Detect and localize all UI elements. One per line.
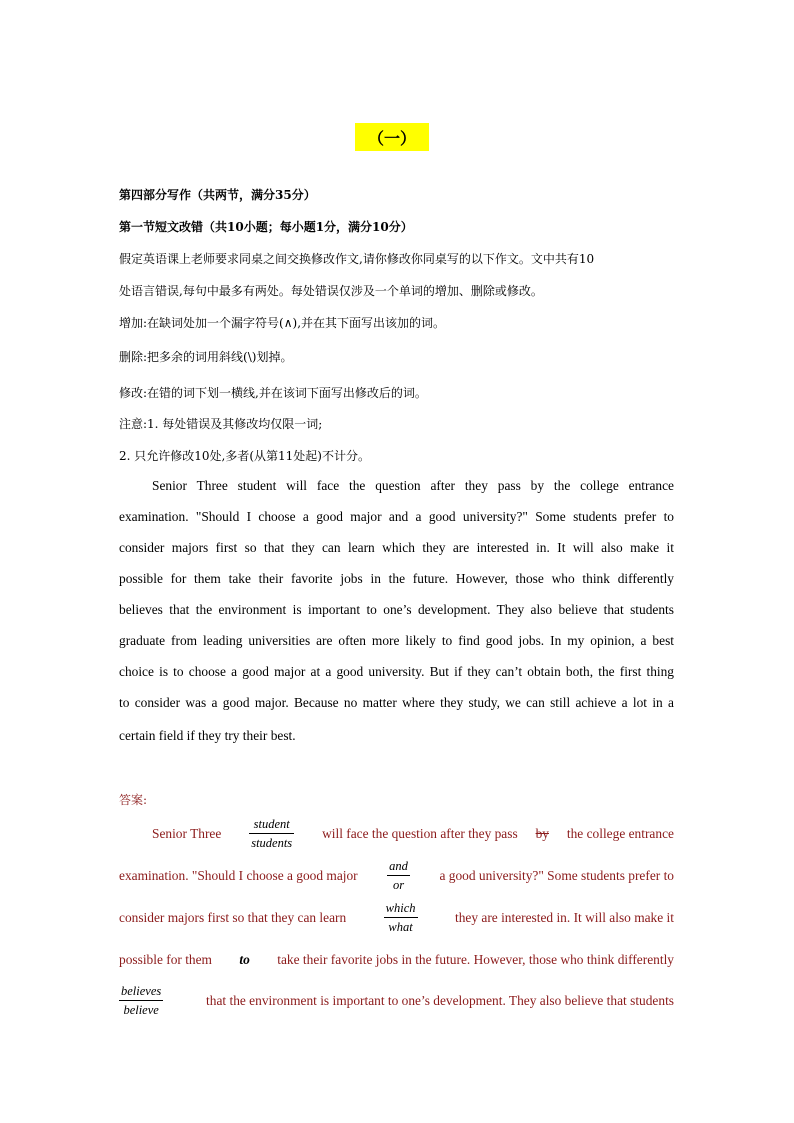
passage-line: Senior Three student will face the question after they pass by the college entrance (152, 478, 674, 493)
wrong-word: and (387, 857, 410, 876)
answer-text: that the environment is important to one’s development. They also believe that students (206, 992, 674, 1008)
corrected-word: believe (123, 1003, 159, 1017)
instruction-add: 增加:在缺词处加一个漏字符号(∧),并在其下面写出该加的词。 (119, 316, 446, 330)
passage-line: certain field if they try their best. (119, 728, 296, 743)
answer-text: examination. "Should I choose a good major (119, 867, 358, 883)
passage-line: believes that the environment is important to one’s development. They also believe that students (119, 602, 674, 617)
page-title: （一） (355, 123, 429, 151)
correction (387, 857, 410, 894)
correction (384, 899, 418, 936)
passage-line: possible for them take their favorite jobs in the future. However, those who think differently (119, 571, 674, 586)
corrected-word: what (388, 920, 413, 934)
answer-line (119, 899, 674, 936)
answer-label: 答案: (119, 793, 148, 807)
instruction-note1: 注意:1. 每处错误及其修改均仅限一词; (119, 417, 323, 431)
answer-text: possible for them (119, 952, 212, 967)
answer-text: Senior Three (152, 825, 222, 841)
answer-line (152, 815, 674, 852)
instruction-modify: 修改:在错的词下划一横线,并在该词下面写出修改后的词。 (119, 386, 427, 400)
passage-line: to consider was a good major. Because no matter where they study, we can still achieve a lot in a (119, 695, 674, 710)
passage-line: examination. "Should I choose a good major and a good university?" Some students prefer to (119, 509, 674, 524)
answer-text: consider majors first so that they can learn (119, 909, 347, 925)
deleted-word: by (535, 825, 549, 841)
corrected-word: or (392, 878, 405, 892)
answer-line (119, 857, 674, 894)
correction (119, 982, 163, 1019)
answer-text: will face the question after they pass (322, 825, 518, 841)
answer-line (119, 982, 674, 1019)
instruction-intro-line1: 假定英语课上老师要求同桌之间交换修改作文,请你修改你同桌写的以下作文。文中共有10 (119, 252, 595, 266)
wrong-word: which (384, 899, 418, 918)
instruction-intro-line2: 处语言错误,每句中最多有两处。每处错误仅涉及一个单词的增加、删除或修改。 (119, 284, 543, 298)
passage-line: choice is to choose a good major at a good university. But if they can’t obtain both, the first thing (119, 664, 674, 679)
part-heading: 第四部分写作（共两节，满分35分） (119, 188, 316, 202)
answer-line (119, 952, 674, 968)
answer-text: the college entrance (566, 825, 674, 841)
wrong-word: student (249, 815, 294, 834)
passage-line: graduate from leading universities are often more likely to find good jobs. In my opinion, a best (119, 633, 674, 648)
insert-mark: to (239, 952, 250, 967)
answer-text: take their favorite jobs in the future. However, those who think differently (277, 952, 674, 967)
correction (249, 815, 294, 852)
passage-line: consider majors first so that they can learn which they are interested in. It will also make it (119, 540, 674, 555)
instruction-delete: 删除:把多余的词用斜线(\)划掉。 (119, 350, 293, 364)
answer-text: they are interested in. It will also make it (454, 909, 674, 925)
corrected-word: students (251, 836, 293, 850)
answer-text: a good university?" Some students prefer to (439, 867, 674, 883)
wrong-word: believes (119, 982, 163, 1001)
instruction-note2: 2. 只允许修改10处,多者(从第11处起)不计分。 (119, 449, 370, 463)
section-heading: 第一节短文改错（共10小题；每小题1分，满分10分） (119, 220, 413, 234)
